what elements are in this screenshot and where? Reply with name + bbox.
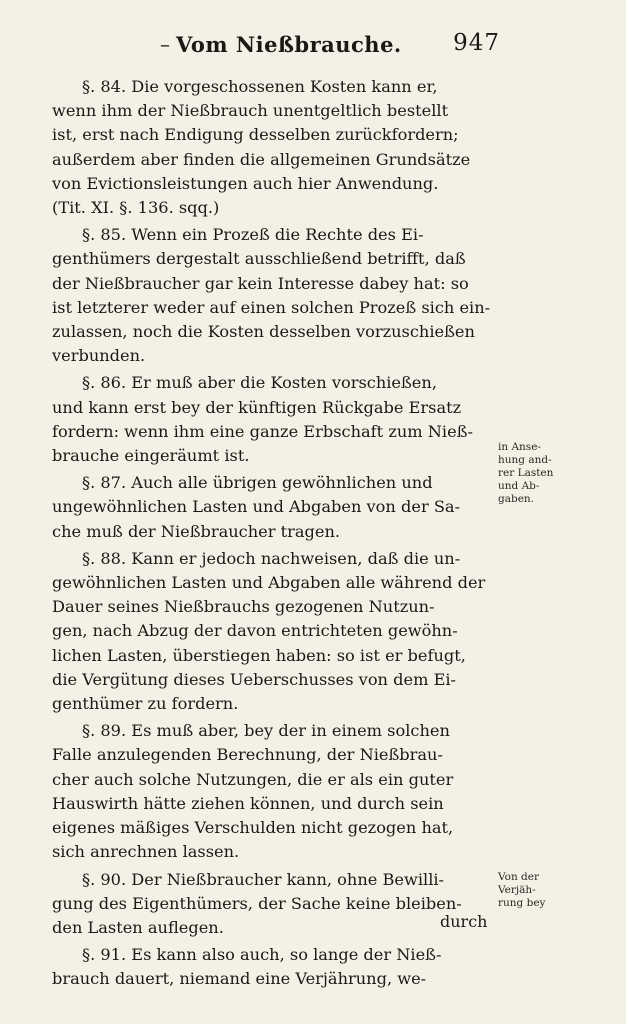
text-line: (Tit. XI. §. 136. sqq.): [52, 198, 220, 218]
text-line: cher auch solche Nutzungen, die er als ein guter: [52, 769, 454, 789]
margin-note-line: Von der: [498, 871, 539, 883]
paragraph: [52, 547, 496, 716]
text-line: gung des Eigenthümers, der Sache keine bleiben-: [52, 893, 462, 913]
text-line: genthümer zu fordern.: [52, 694, 239, 714]
paragraph: [52, 75, 496, 220]
text-line: den Lasten auflegen.: [52, 917, 224, 937]
text-line: Falle anzulegenden Berechnung, der Nießbrau-: [52, 745, 443, 765]
margin-note-lasten: [498, 441, 568, 506]
header-dash: –: [160, 32, 170, 56]
text-line: ist letzterer weder auf einen solchen Prozeß sich ein-: [52, 297, 491, 317]
text-line: gen, nach Abzug der davon entrichteten gewöhn-: [52, 621, 458, 641]
text-line: ungewöhnlichen Lasten und Abgaben von der Sa-: [52, 497, 461, 517]
text-line: von Evictionsleistungen auch hier Anwendung.: [52, 173, 439, 193]
text-line: Dauer seines Nießbrauchs gezogenen Nutzun-: [52, 597, 435, 617]
text-line: §. 87. Auch alle übrigen gewöhnlichen und: [82, 473, 433, 493]
text-line: §. 86. Er muß aber die Kosten vorschießen,: [82, 373, 437, 393]
text-line: §. 90. Der Nießbraucher kann, ohne Bewilli-: [82, 869, 445, 889]
text-line: che muß der Nießbraucher tragen.: [52, 521, 341, 541]
margin-note-line: in Anse-: [498, 441, 541, 453]
text-line: fordern: wenn ihm eine ganze Erbschaft zum Nieß-: [52, 421, 473, 441]
text-line: ist, erst nach Endigung desselben zurückfordern;: [52, 125, 459, 145]
text-line: lichen Lasten, überstiegen haben: so ist er befugt,: [52, 645, 466, 665]
text-line: zulassen, noch die Kosten desselben vorzuschießen: [52, 322, 475, 342]
text-line: verbunden.: [52, 346, 146, 366]
text-line: außerdem aber finden die allgemeinen Grundsätze: [52, 149, 471, 169]
text-line: §. 89. Es muß aber, bey der in einem solchen: [82, 721, 450, 741]
text-line: Hauswirth hätte ziehen können, und durch sein: [52, 793, 444, 813]
running-header: [140, 26, 500, 66]
paragraph: [52, 868, 496, 941]
page-number: 947: [453, 30, 500, 56]
text-line: sich anrechnen lassen.: [52, 842, 240, 862]
paragraph: [52, 719, 496, 864]
catchword: durch: [440, 912, 488, 931]
margin-note-line: hung and-: [498, 454, 552, 466]
text-line: wenn ihm der Nießbrauch unentgeltlich bestellt: [52, 101, 449, 121]
text-line: gewöhnlichen Lasten und Abgaben alle während der: [52, 573, 486, 593]
main-text: [52, 75, 496, 995]
text-line: §. 91. Es kann also auch, so lange der Nieß-: [82, 945, 442, 965]
paragraph: [52, 223, 496, 368]
text-line: der Nießbraucher gar kein Interesse dabey hat: so: [52, 273, 469, 293]
text-line: eigenes mäßiges Verschulden nicht gezogen hat,: [52, 818, 454, 838]
text-line: brauch dauert, niemand eine Verjährung, we-: [52, 969, 427, 989]
text-line: brauche eingeräumt ist.: [52, 446, 250, 466]
margin-note-line: rung bey: [498, 897, 546, 909]
margin-note-line: rer Lasten: [498, 467, 554, 479]
text-line: §. 88. Kann er jedoch nachweisen, daß die un-: [82, 548, 461, 568]
margin-note-line: Verjäh-: [498, 884, 536, 896]
text-line: §. 84. Die vorgeschossenen Kosten kann er,: [82, 77, 438, 96]
paragraph: [52, 471, 496, 544]
text-line: und kann erst bey der künftigen Rückgabe Ersatz: [52, 397, 462, 417]
paragraph: [52, 371, 496, 468]
text-line: genthümers dergestalt ausschließend betrifft, daß: [52, 249, 466, 269]
margin-note-verjaehrung: [498, 871, 568, 910]
running-title: Vom Nießbrauche.: [176, 32, 402, 57]
paragraph: [52, 943, 496, 991]
margin-note-line: gaben.: [498, 493, 535, 505]
text-line: §. 85. Wenn ein Prozeß die Rechte des Ei-: [82, 225, 424, 245]
text-line: die Vergütung dieses Ueberschusses von dem Ei-: [52, 669, 457, 689]
margin-note-line: und Ab-: [498, 480, 540, 492]
